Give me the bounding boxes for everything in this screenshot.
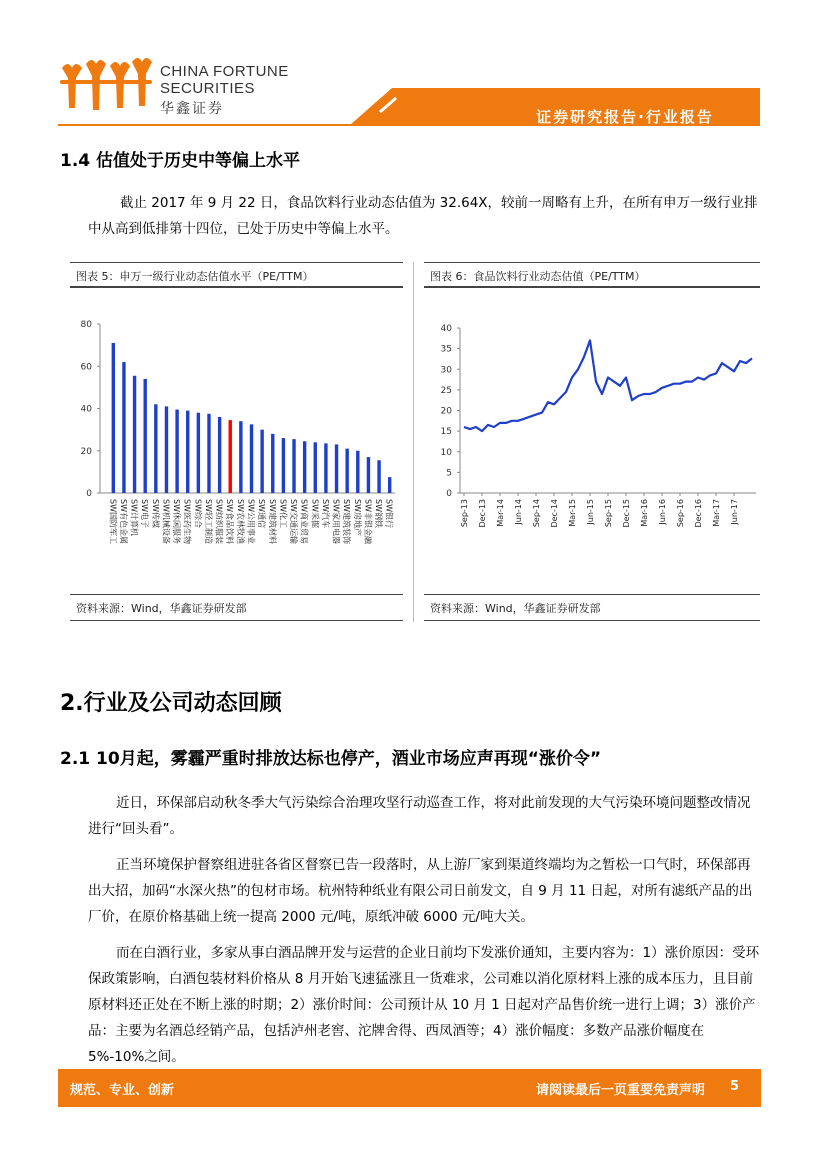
bar <box>207 414 210 493</box>
x-category-label: SW农林牧渔 <box>235 499 245 544</box>
x-tick-label: Jun-16 <box>658 499 667 525</box>
y-tick-label: 40 <box>440 324 452 334</box>
figure5-end-rule <box>70 620 403 621</box>
industry-pe-bar-chart <box>70 296 403 592</box>
y-tick-label: 5 <box>446 468 452 479</box>
footer-disclaimer-note: 请阅读最后一页重要免责声明 <box>535 1083 705 1098</box>
bar <box>112 343 115 493</box>
bar <box>186 411 189 493</box>
x-tick-label: Jun-15 <box>586 499 595 525</box>
x-category-label: SW综合 <box>193 499 203 528</box>
figure6-top-rule <box>424 262 760 263</box>
bar <box>218 417 221 493</box>
figure6-caption: 图表 6：食品饮料行业动态估值（PE/TTM） <box>430 270 646 283</box>
y-tick-label: 80 <box>80 320 92 330</box>
page-header <box>0 0 827 140</box>
x-category-label: SW纺织服装 <box>214 499 224 544</box>
x-tick-label: Dec-15 <box>622 499 631 528</box>
figure6-bottom-rule <box>424 594 760 595</box>
bar <box>154 404 157 493</box>
x-category-label: SW国防军工 <box>108 499 118 544</box>
section-heading-1-4: 1.4 估值处于历史中等偏上水平 <box>60 151 301 171</box>
x-category-label: SW通信 <box>257 499 267 528</box>
report-type-label: 证券研究报告·行业报告 <box>536 108 714 126</box>
y-tick-label: 20 <box>440 406 452 417</box>
figure5-caption-rule <box>70 286 403 288</box>
bar <box>335 444 338 493</box>
y-tick-label: 25 <box>440 385 452 396</box>
bar <box>144 379 147 493</box>
bar <box>239 421 242 493</box>
x-tick-label: Sep-14 <box>532 499 541 528</box>
y-tick-label: 0 <box>86 489 92 499</box>
x-tick-label: Sep-16 <box>676 499 685 528</box>
x-category-label: SW医药生物 <box>182 499 192 544</box>
bar <box>377 460 380 493</box>
y-tick-label: 30 <box>440 365 452 376</box>
x-category-label: SW休闲服务 <box>172 499 182 544</box>
x-category-label: SW家用电器 <box>331 499 341 544</box>
bar <box>175 410 178 493</box>
bar <box>229 420 232 493</box>
x-category-label: SW钢铁 <box>374 499 384 528</box>
figure6-end-rule <box>424 620 760 621</box>
y-tick-label: 20 <box>80 446 92 457</box>
x-category-label: SW商业贸易 <box>299 499 309 544</box>
y-tick-label: 0 <box>446 489 452 499</box>
x-category-label: SW建筑装饰 <box>342 499 352 544</box>
footer-slogan: 规范、专业、创新 <box>70 1083 175 1098</box>
page-footer <box>58 1069 761 1107</box>
y-tick-label: 60 <box>80 362 92 373</box>
brand-line-1: CHINA FORTUNE <box>160 63 289 80</box>
x-tick-label: Sep-13 <box>460 499 469 528</box>
x-category-label: SW化工 <box>278 499 288 528</box>
section-2-1-paragraph-3: 而在白酒行业，多家从事白酒品牌开发与运营的企业日前均下发涨价通知，主要内容为：1）涨价原因：受环保政策影响，白酒包装材料价格从 8 月开始飞速猛涨且一货难求，公司难以消化原材料上涨的成本压力，且目前原材料还正处在不断上涨的时期；2）涨价时间：公司预计从 10 月 1 日起对产品售价统一进行上调；3）涨价产品：主要为名酒总经销产品，包括泸州老窖、沱牌舍得、西凤酒等；4）涨价幅度：多数产品涨价幅度在 5%-10%之间。 <box>88 945 760 1065</box>
x-tick-label: Dec-14 <box>550 499 559 528</box>
bar <box>260 430 263 493</box>
pe-series-line <box>464 340 752 431</box>
x-tick-label: Sep-15 <box>604 499 613 528</box>
y-tick-label: 10 <box>440 447 452 458</box>
x-category-label: SW房地产 <box>352 499 362 536</box>
figure-divider <box>413 262 414 622</box>
x-tick-label: Mar-17 <box>712 499 721 527</box>
bar <box>250 424 253 493</box>
y-tick-label: 15 <box>440 427 452 438</box>
brand-line-2: SECURITIES <box>160 80 256 97</box>
section-2-1-paragraph-2: 正当环境保护督察组进驻各省区督察已告一段落时，从上游厂家到渠道终端均为之暂松一口气时，环保部再出大招，加码“水深火热”的包材市场。杭州特种纸业有限公司日前发文，自 9 月 11 日起，对所有滤纸产品的出厂价，在原价格基础上统一提高 2000 元/吨，原纸冲破 6000 元/吨大关。 <box>88 857 753 925</box>
x-category-label: SW汽车 <box>320 499 330 528</box>
x-category-label: SW轻工制造 <box>203 499 213 544</box>
x-tick-label: Dec-13 <box>478 499 487 528</box>
x-category-label: SW食品饮料 <box>225 499 235 544</box>
x-tick-label: Jun-17 <box>730 499 739 525</box>
x-tick-label: Mar-16 <box>640 499 649 527</box>
x-tick-label: Mar-15 <box>568 499 577 527</box>
x-category-label: SW电子 <box>140 499 150 528</box>
bar <box>271 434 274 493</box>
bar <box>133 376 136 493</box>
food-beverage-pe-line-chart <box>424 296 760 592</box>
bar <box>314 442 317 493</box>
figure6-source: 资料来源：Wind，华鑫证券研发部 <box>430 602 601 615</box>
bar <box>197 413 200 493</box>
figure5-bottom-rule <box>70 594 403 595</box>
section-1-4-paragraph: 截止 2017 年 9 月 22 日，食品饮料行业动态估值为 32.64X，较前一周略有上升，在所有申万一级行业排中从高到低排第十四位，已处于历史中等偏上水平。 <box>88 195 758 237</box>
section-heading-2: 2.行业及公司动态回顾 <box>60 691 282 716</box>
bar <box>292 439 295 493</box>
x-category-label: SW公用事业 <box>246 499 256 544</box>
x-category-label: SW有色金属 <box>118 499 128 544</box>
bar <box>303 441 306 493</box>
bar <box>122 362 125 493</box>
x-category-label: SW银行 <box>384 499 394 528</box>
bar <box>388 477 391 493</box>
bar <box>165 406 168 493</box>
y-tick-label: 35 <box>440 344 452 355</box>
x-category-label: SW采掘 <box>310 499 320 528</box>
figure6-caption-rule <box>424 286 760 288</box>
figure5-caption: 图表 5：申万一级行业动态估值水平（PE/TTM） <box>76 270 314 283</box>
bar <box>367 457 370 493</box>
bar <box>356 451 359 493</box>
x-tick-label: Mar-14 <box>496 499 505 527</box>
figure5-top-rule <box>70 262 403 263</box>
bar <box>345 449 348 493</box>
figure5-source: 资料来源：Wind，华鑫证券研发部 <box>76 602 247 615</box>
x-category-label: SW建筑材料 <box>267 499 277 544</box>
brand-name-cn: 华鑫证券 <box>160 101 224 117</box>
x-tick-label: Jun-14 <box>514 499 523 525</box>
page-number: 5 <box>729 1079 739 1094</box>
bar <box>324 443 327 493</box>
bar <box>282 438 285 493</box>
x-category-label: SW交通运输 <box>289 499 299 544</box>
section-2-1-paragraph-1: 近日，环保部启动秋冬季大气污染综合治理攻坚行动巡查工作，将对此前发现的大气污染环境问题整改情况进行“回头看”。 <box>88 795 751 837</box>
x-category-label: SW非银金融 <box>363 499 373 544</box>
x-category-label: SW传媒 <box>150 499 160 528</box>
section-heading-2-1: 2.1 10月起，雾霾严重时排放达标也停产，酒业市场应声再现“涨价令” <box>60 749 602 769</box>
y-tick-label: 40 <box>80 404 92 415</box>
x-tick-label: Dec-16 <box>694 499 703 528</box>
x-category-label: SW机械设备 <box>161 499 171 544</box>
x-category-label: SW计算机 <box>129 499 139 536</box>
